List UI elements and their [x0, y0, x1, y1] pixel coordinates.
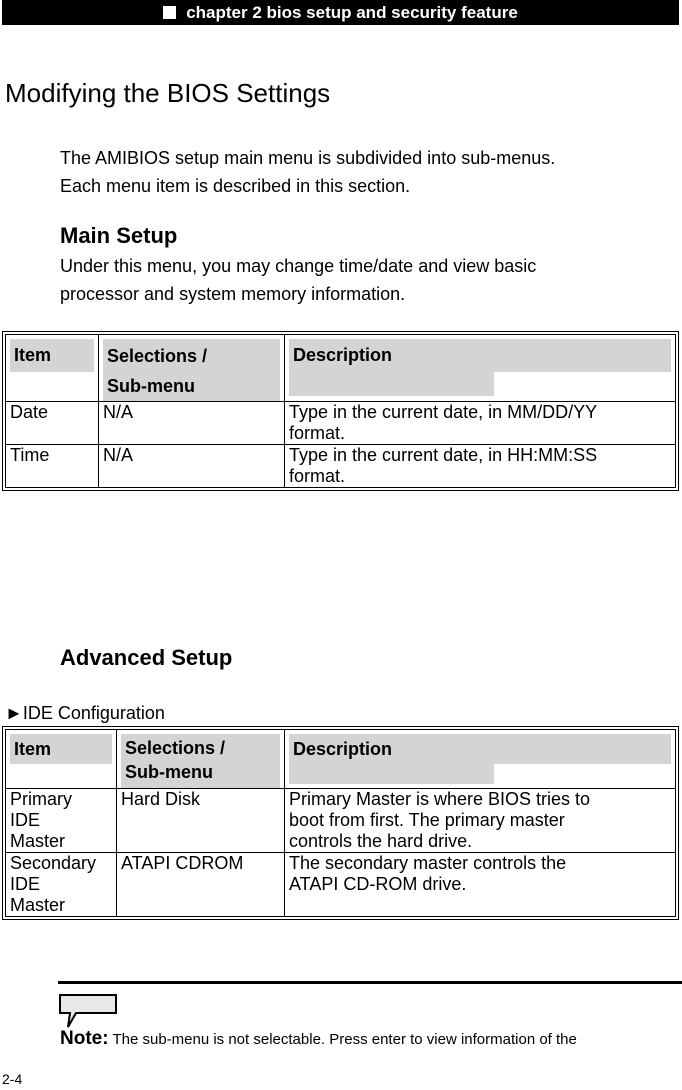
header-selections-line-1: Selections / — [107, 346, 208, 366]
intro-line-2: Each menu item is described in this section. — [60, 176, 411, 196]
note-label: Note: — [60, 1028, 109, 1049]
table-row — [6, 401, 675, 444]
cell-selection: ATAPI CDROM — [116, 852, 284, 916]
note-icon — [58, 993, 118, 1029]
table-row — [6, 444, 675, 487]
chapter-header-text: chapter 2 bios setup and security feature — [186, 2, 518, 22]
note-body: The sub-menu is not selectable. Press enter to view information of the — [108, 1031, 577, 1048]
cell-description: Type in the current date, in HH:MM:SS format. — [284, 444, 675, 487]
header-selections-line-2: Sub-menu — [125, 762, 213, 782]
cell-description: Type in the current date, in MM/DD/YY format. — [284, 401, 675, 444]
main-setup-line-1: Under this menu, you may change time/date and view basic — [60, 256, 537, 276]
square-bullet-icon — [163, 6, 176, 19]
header-selections — [116, 730, 284, 788]
cell-selection: Hard Disk — [116, 788, 284, 852]
cell-item: Time — [6, 444, 98, 487]
header-description: Description — [284, 730, 675, 788]
advanced-setup-table — [2, 726, 679, 920]
main-setup-line-2: processor and system memory information. — [60, 284, 406, 304]
table-row — [6, 788, 675, 852]
chapter-header — [2, 0, 679, 25]
main-setup-description — [60, 252, 536, 308]
main-setup-table — [2, 331, 679, 491]
advanced-setup-title: Advanced Setup — [60, 645, 233, 670]
cell-description: The secondary master controls the ATAPI CD-ROM drive. — [284, 852, 675, 916]
note-divider — [58, 981, 682, 984]
cell-item: Primary IDE Master — [6, 788, 116, 852]
cell-selection: N/A — [98, 401, 284, 444]
header-item: Item — [6, 335, 98, 401]
main-setup-title: Main Setup — [60, 223, 178, 248]
cell-item: Date — [6, 401, 98, 444]
table-row — [6, 852, 675, 916]
note — [60, 1028, 577, 1050]
page-title: Modifying the BIOS Settings — [5, 78, 331, 108]
header-selections — [98, 335, 284, 401]
header-selections-line-2: Sub-menu — [107, 376, 195, 396]
intro-paragraph — [60, 144, 555, 200]
header-item: Item — [6, 730, 116, 788]
cell-selection: N/A — [98, 444, 284, 487]
header-selections-line-1: Selections / — [125, 738, 226, 758]
cell-description: Primary Master is where BIOS tries to boot from first. The primary master controls the hard drive. — [284, 788, 675, 852]
intro-line-1: The AMIBIOS setup main menu is subdivided into sub-menus. — [60, 148, 556, 168]
page-number: 2-4 — [2, 1071, 23, 1087]
table-header-row — [6, 335, 675, 401]
cell-item: Secondary IDE Master — [6, 852, 116, 916]
table-header-row — [6, 730, 675, 788]
ide-configuration-heading: ►IDE Configuration — [5, 703, 165, 723]
header-description: Description — [284, 335, 675, 401]
